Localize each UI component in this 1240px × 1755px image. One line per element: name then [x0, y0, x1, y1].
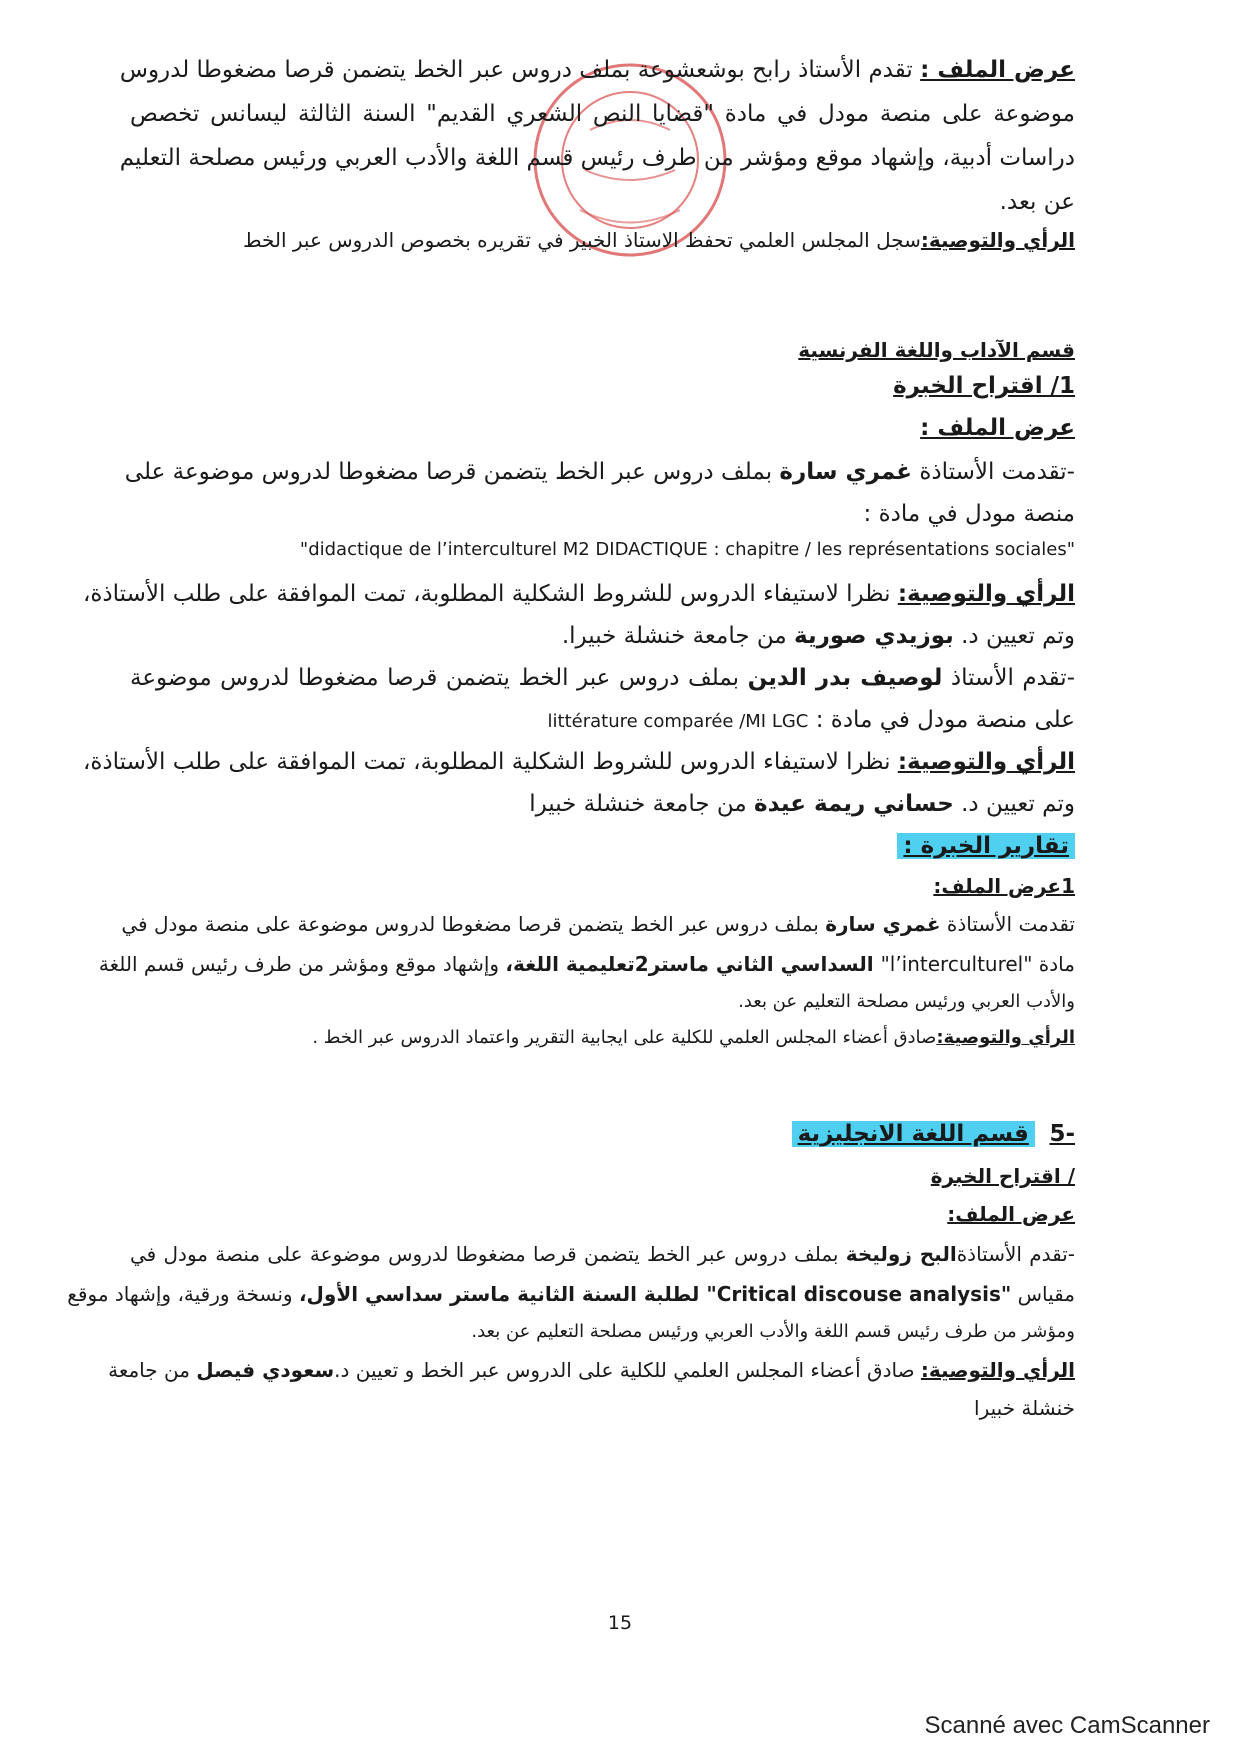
file-presentation-line-3: دراسات أدبية، وإشهاد موقع ومؤشر من طرف رئيس قسم اللغة والأدب العربي ورئيس مصلحة التعليم	[119, 145, 1075, 171]
french-file-heading: عرض الملف :	[920, 415, 1075, 441]
english-opinion-line-2: خنشلة خبيرا	[974, 1396, 1075, 1420]
file-presentation-line-1: عرض الملف : تقدم الأستاذ رابح بوشعشوعة بملف دروس عبر الخط يتضمن قرصا مضغوطا لدروس	[119, 57, 1075, 83]
french-report-opinion: الرأي والتوصية:صادق أعضاء المجلس العلمي للكلية على ايجابية التقرير واعتماد الدروس عبر الخط .	[312, 1027, 1075, 1048]
french-op1-line-1: الرأي والتوصية: نظرا لاستيفاء الدروس للشروط الشكلية المطلوبة، تمت الموافقة على طلب الأستاذة،	[82, 581, 1075, 607]
french-p2-line-1: -تقدم الأستاذ لوصيف بدر الدين بملف دروس عبر الخط يتضمن قرصا مضغوطا لدروس موضوعة	[130, 665, 1075, 691]
opinion-line: الرأي والتوصية:سجل المجلس العلمي تحفظ الاستاذ الخبير في تقريره بخصوص الدروس عبر الخط	[242, 228, 1075, 252]
french-p1-line-2: منصة مودل في مادة :	[863, 501, 1075, 527]
french-op1-line-2: وتم تعيين د. بوزيدي صورية من جامعة خنشلة خبيرا.	[561, 623, 1075, 649]
file-presentation-line-4: عن بعد.	[999, 189, 1075, 215]
file-presentation-line-2: موضوعة على منصة مودل في مادة "قضايا النص الشعري القديم" السنة الثالثة ليسانس تخصص	[130, 101, 1075, 127]
english-proposal-heading: / اقتراح الخبرة	[930, 1164, 1075, 1188]
french-p1-line-1: -تقدمت الأستاذة غمري سارة بملف دروس عبر الخط يتضمن قرصا مضغوطا لدروس موضوعة على	[124, 459, 1075, 485]
page-number: 15	[607, 1612, 633, 1634]
french-report-line-1: تقدمت الأستاذة غمري سارة بملف دروس عبر الخط يتضمن قرصا مضغوطا لدروس موضوعة على منصة مودل في	[121, 912, 1075, 936]
english-line-1: -تقدم الأستاذةالبح زوليخة بملف دروس عبر الخط يتضمن قرصا مضغوطا لدروس موضوعة على منصة مودل في	[130, 1242, 1075, 1266]
french-op2-line-1: الرأي والتوصية: نظرا لاستيفاء الدروس للشروط الشكلية المطلوبة، تمت الموافقة على طلب الأستاذة،	[82, 749, 1075, 775]
french-proposal-heading: 1/ اقتراح الخبرة	[893, 373, 1075, 399]
scanner-watermark: Scanné avec CamScanner	[924, 1712, 1210, 1739]
french-p2-line-2: على منصة مودل في مادة : littérature comparée /MI LGC	[547, 707, 1075, 733]
french-reports-heading: تقارير الخبرة :	[130, 824, 1075, 868]
english-file-heading: عرض الملف:	[947, 1202, 1075, 1226]
english-line-3: ومؤشر من طرف رئيس قسم اللغة والأدب العربي ورئيس مصلحة التعليم عن بعد.	[471, 1321, 1075, 1342]
french-op2-line-2: وتم تعيين د. حساني ريمة عيدة من جامعة خنشلة خبيرا	[529, 791, 1075, 817]
french-report-line-3: والأدب العربي ورئيس مصلحة التعليم عن بعد.	[738, 991, 1075, 1012]
french-p1-course: "didactique de l’interculturel M2 DIDACTIQUE : chapitre / les représentations sociales"	[299, 539, 1075, 560]
french-report-file-heading: 1عرض الملف:	[933, 874, 1075, 898]
english-dept-heading: -5 قسم اللغة الانجليزية	[130, 1112, 1075, 1156]
english-line-2: مقياس "Critical discouse analysis" لطلبة السنة الثانية ماستر سداسي الأول، ونسخة ورقية، وإشهاد موقع	[67, 1282, 1075, 1306]
french-report-line-2: مادة "l’interculturel" السداسي الثاني ماستر2تعليمية اللغة، وإشهاد موقع ومؤشر من طرف رئيس قسم اللغة	[98, 952, 1075, 976]
english-opinion-line-1: الرأي والتوصية: صادق أعضاء المجلس العلمي للكلية على الدروس عبر الخط و تعيين د.سعودي فيصل من جامعة	[108, 1358, 1075, 1382]
french-dept-heading: قسم الآداب واللغة الفرنسية	[798, 338, 1075, 362]
